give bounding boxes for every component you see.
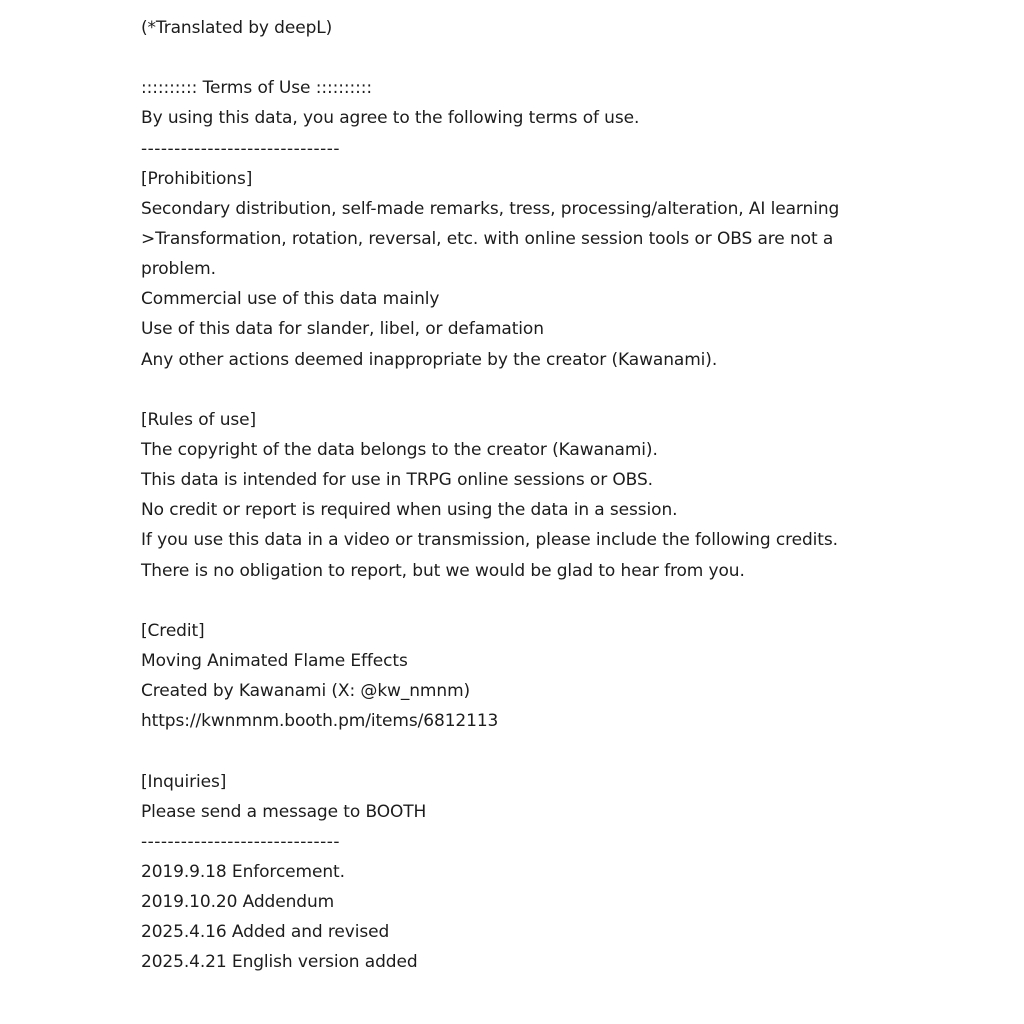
- prohibition-item: Use of this data for slander, libel, or defamation: [141, 319, 544, 340]
- inquiries-heading: [Inquiries]: [141, 771, 227, 792]
- credit-heading: [Credit]: [141, 620, 205, 641]
- prohibitions-heading: [Prohibitions]: [141, 168, 253, 189]
- history-entry: 2019.10.20 Addendum: [141, 892, 335, 913]
- history-entry: 2019.9.18 Enforcement.: [141, 861, 345, 882]
- history-entry: 2025.4.21 English version added: [141, 952, 418, 973]
- inquiries-text: Please send a message to BOOTH: [141, 801, 427, 822]
- credit-url: https://kwnmnm.booth.pm/items/6812113: [141, 711, 499, 732]
- prohibition-item: Any other actions deemed inappropriate by the creator (Kawanami).: [141, 349, 718, 370]
- prohibition-item: Secondary distribution, self-made remarks, tress, processing/alteration, AI learning: [141, 198, 840, 219]
- history-entry: 2025.4.16 Added and revised: [141, 922, 390, 943]
- prohibition-item: Commercial use of this data mainly: [141, 289, 440, 310]
- spacer: [141, 736, 901, 766]
- divider-top: ------------------------------: [141, 138, 341, 159]
- rule-item: The copyright of the data belongs to the creator (Kawanami).: [141, 440, 658, 461]
- terms-document: [141, 13, 901, 978]
- rule-item: This data is intended for use in TRPG online sessions or OBS.: [141, 470, 653, 491]
- credit-title: Moving Animated Flame Effects: [141, 651, 408, 671]
- spacer: [141, 43, 901, 73]
- translation-note: (*Translated by deepL): [141, 18, 333, 38]
- rule-item: No credit or report is required when using the data in a session.: [141, 500, 678, 521]
- prohibition-item: >Transformation, rotation, reversal, etc. with online session tools or OBS are not a problem.: [141, 229, 839, 280]
- spacer: [141, 586, 901, 616]
- rule-item: If you use this data in a video or transmission, please include the following credits.: [141, 530, 838, 551]
- rule-item: There is no obligation to report, but we would be glad to hear from you.: [141, 560, 745, 581]
- spacer: [141, 375, 901, 405]
- agreement-text: By using this data, you agree to the following terms of use.: [141, 108, 640, 129]
- rules-heading: [Rules of use]: [141, 409, 257, 430]
- divider-bottom: ------------------------------: [141, 831, 341, 852]
- terms-heading: :::::::::: Terms of Use ::::::::::: [141, 78, 372, 99]
- credit-creator: Created by Kawanami (X: @kw_nmnm): [141, 681, 471, 702]
